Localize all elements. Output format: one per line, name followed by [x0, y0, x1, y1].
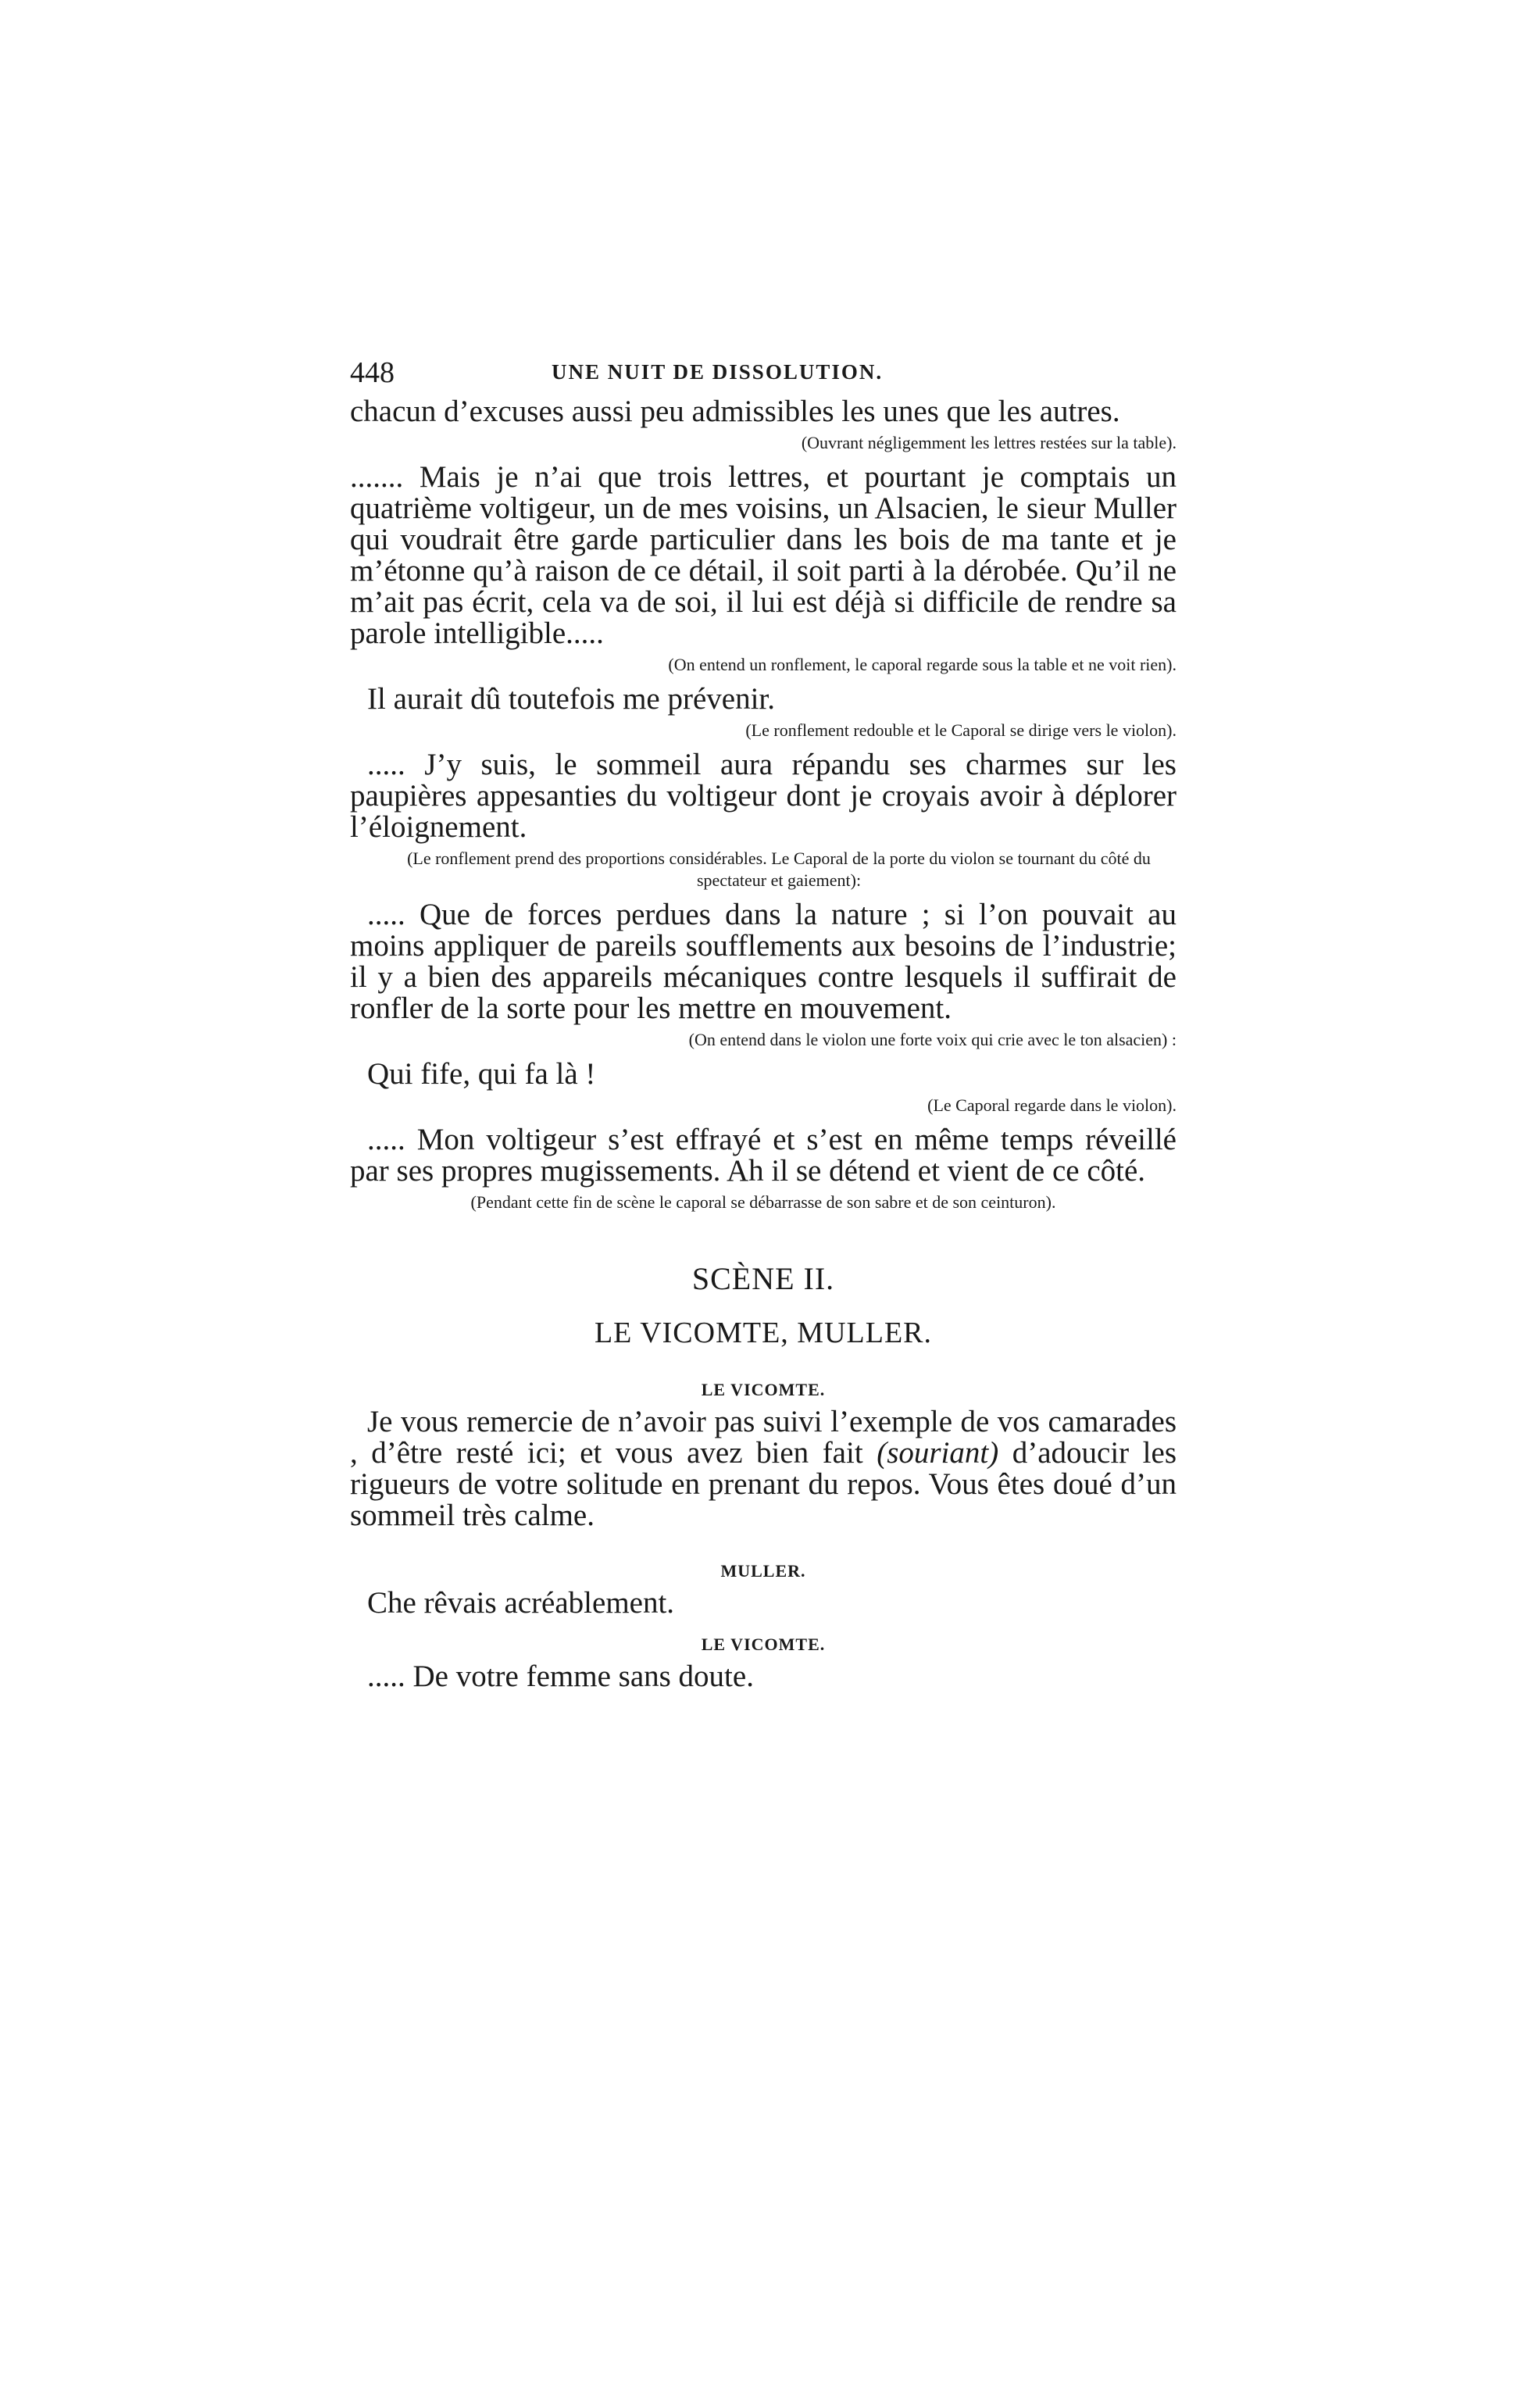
scene-title: SCÈNE II. [691, 1261, 835, 1296]
stage-direction-1: (Ouvrant négligemment les lettres restées sur la table). [801, 433, 1177, 452]
dialogue-line: Che rêvais acréablement. [367, 1586, 675, 1620]
dialogue-text: d’adoucir les rigueurs de votre solitude en prenant du repos. Vous êtes doué d’un sommeil très calme. [350, 1436, 1177, 1532]
paragraph-3: Il aurait dû toutefois me prévenir. [367, 682, 776, 716]
speaker-name: LE VICOMTE. [701, 1635, 826, 1654]
page-header [350, 355, 1177, 396]
dialogue-line [350, 1406, 1177, 1531]
paragraph-6: Qui fife, qui fa là ! [367, 1057, 596, 1091]
paragraph-7: ..... Mon voltigeur s’est effrayé et s’est en même temps réveillé par ses propres mugissements. Ah il se détend et vient de ce côté. [350, 1123, 1177, 1188]
stage-direction-4: (Le ronflement prend des proportions considérables. Le Caporal de la porte du violon se tournant du côté du spectateur et gaiement): [407, 849, 1151, 890]
dialogue-text: Je vous remercie de n’avoir pas suivi l’exemple de vos camarades , d’être resté ici; et vous avez bien fait [350, 1405, 1177, 1470]
speaker-name: MULLER. [720, 1561, 806, 1581]
paragraph-1: chacun d’excuses aussi peu admissibles les unes que les autres. [350, 395, 1120, 428]
stage-direction-7: (Pendant cette fin de scène le caporal se débarrasse de son sabre et de son ceinturon). [470, 1192, 1056, 1212]
speaker-name: LE VICOMTE. [701, 1380, 826, 1399]
paragraph-2: ....... Mais je n’ai que trois lettres, et pourtant je comptais un quatrième voltigeur, un de mes voisins, un Alsacien, le sieur Muller qui voudrait être garde particulier dans les bois de ma tante et je m’étonne qu’à raison de ce détail, il soit parti à la dérobée. Qu’il ne m’ait pas écrit, cela va de soi, il lui est déjà si difficile de rendre sa parole intelligible..... [350, 460, 1177, 650]
stage-direction-5: (On entend dans le violon une forte voix qui crie avec le ton alsacien) : [688, 1030, 1177, 1049]
book-page [350, 355, 1177, 1692]
paragraph-5: ..... Que de forces perdues dans la nature ; si l’on pouvait au moins appliquer de pareils soufflements aux besoins de l’industrie; il y a bien des appareils mécaniques contre lesquels il suffirait de ronfler de la sorte pour les mettre en mouvement. [350, 898, 1177, 1025]
stage-direction-6: (Le Caporal regarde dans le violon). [927, 1095, 1177, 1115]
dialogue-line: ..... De votre femme sans doute. [367, 1660, 754, 1693]
dialogue-italic: (souriant) [877, 1436, 999, 1470]
paragraph-4: ..... J’y suis, le sommeil aura répandu ses charmes sur les paupières appesanties du voltigeur dont je croyais avoir à déplorer l’éloignement. [350, 748, 1177, 844]
running-title: UNE NUIT DE DISSOLUTION. [552, 360, 884, 384]
stage-direction-3: (Le ronflement redouble et le Caporal se dirige vers le violon). [745, 720, 1177, 740]
stage-direction-2: (On entend un ronflement, le caporal regarde sous la table et ne voit rien). [668, 655, 1177, 674]
scene-characters: LE VICOMTE, MULLER. [594, 1317, 933, 1349]
page-number: 448 [350, 356, 395, 389]
